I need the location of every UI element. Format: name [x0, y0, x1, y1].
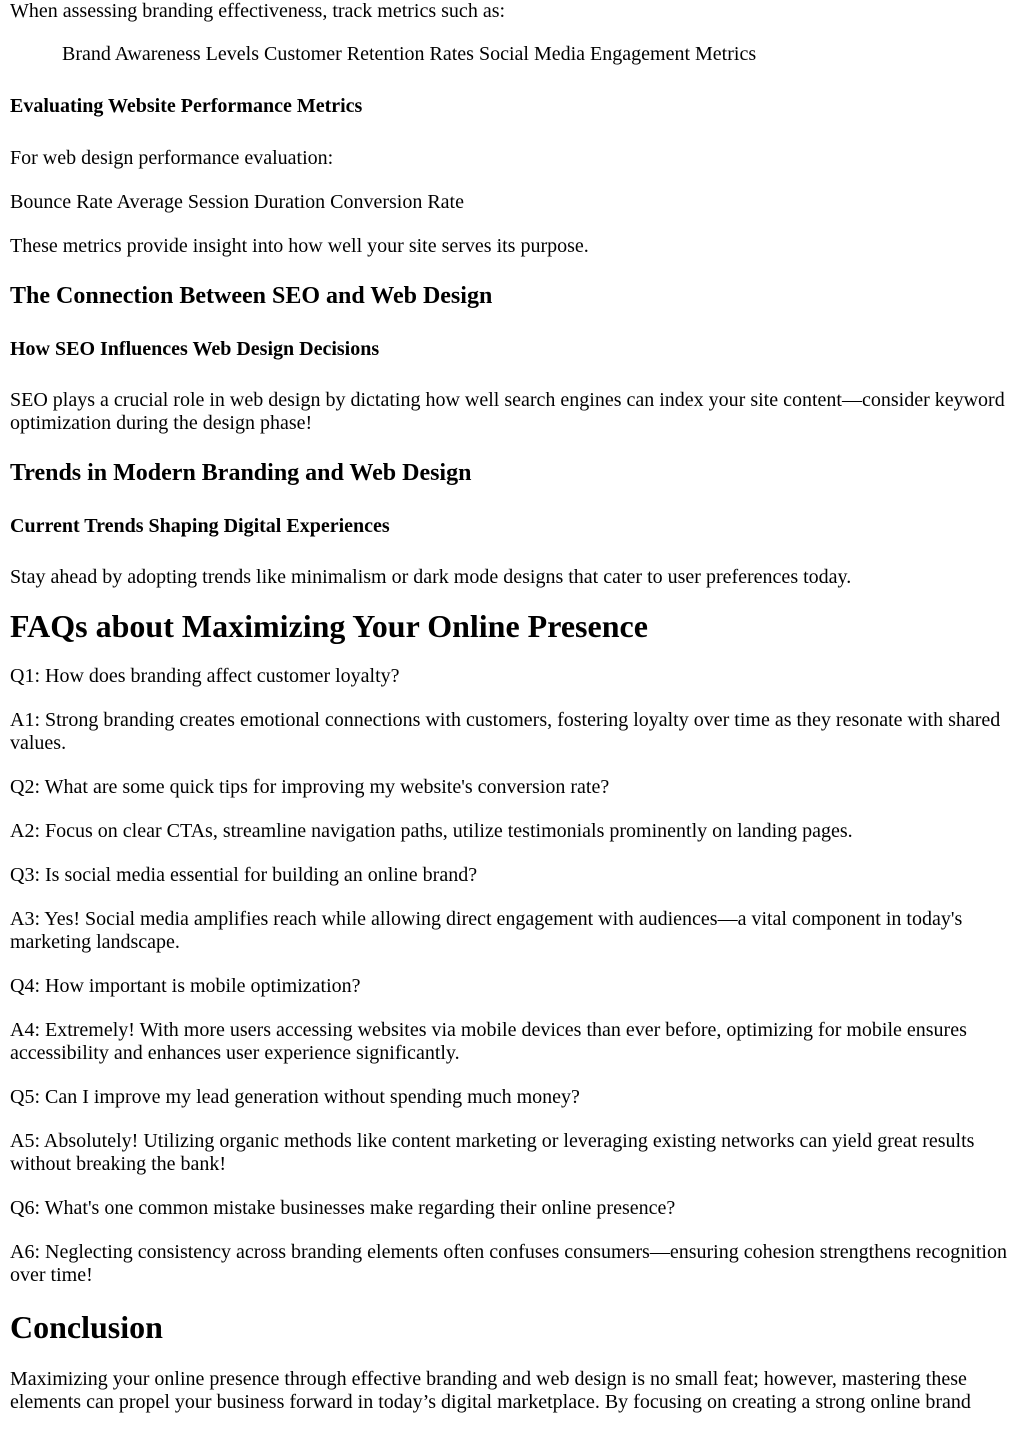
website-metrics-heading: Evaluating Website Performance Metrics	[10, 95, 363, 117]
conclusion-heading: Conclusion	[10, 1309, 163, 1345]
conclusion-body: Maximizing your online presence through effective branding and web design is no small feat; however, mastering these elements can propel your business forward in today’s digital marketplace. By focusing on creating a strong online brand	[10, 1368, 971, 1413]
trends-heading: Trends in Modern Branding and Web Design	[10, 460, 472, 486]
trends-subheading: Current Trends Shaping Digital Experiences	[10, 515, 390, 537]
faq-answer: A4: Extremely! With more users accessing websites via mobile devices than ever before, optimizing for mobile ensures accessibility and enhances user experience significantly.	[10, 1019, 967, 1064]
seo-body: SEO plays a crucial role in web design by dictating how well search engines can index your site content—consider keyword optimization during the design phase!	[10, 389, 1005, 434]
branding-intro: When assessing branding effectiveness, track metrics such as:	[10, 0, 506, 22]
faq-answer: A1: Strong branding creates emotional connections with customers, fostering loyalty over time as they resonate with shared values.	[10, 709, 1001, 754]
faqs-heading: FAQs about Maximizing Your Online Presence	[10, 608, 648, 644]
trends-body: Stay ahead by adopting trends like minimalism or dark mode designs that cater to user preferences today.	[10, 566, 852, 588]
faq-question: Q1: How does branding affect customer loyalty?	[10, 665, 400, 687]
faq-list	[10, 665, 1014, 1287]
faq-answer: A6: Neglecting consistency across branding elements often confuses consumers—ensuring cohesion strengthens recognition over time!	[10, 1241, 1007, 1286]
faq-item	[10, 776, 1014, 843]
faq-answer: A2: Focus on clear CTAs, streamline navigation paths, utilize testimonials prominently on landing pages.	[10, 820, 853, 842]
faq-answer: A5: Absolutely! Utilizing organic methods like content marketing or leveraging existing networks can yield great results without breaking the bank!	[10, 1130, 975, 1175]
website-metrics-intro: For web design performance evaluation:	[10, 147, 334, 169]
website-metrics-list: Bounce Rate Average Session Duration Conversion Rate	[10, 191, 464, 213]
seo-subheading: How SEO Influences Web Design Decisions	[10, 338, 380, 360]
article-content	[10, 0, 1014, 1414]
faq-item	[10, 864, 1014, 954]
branding-metrics-list: Brand Awareness Levels Customer Retention Rates Social Media Engagement Metrics	[62, 43, 757, 65]
faq-item	[10, 665, 1014, 755]
faq-answer: A3: Yes! Social media amplifies reach while allowing direct engagement with audiences—a vital component in today's marketing landscape.	[10, 908, 963, 953]
website-metrics-summary: These metrics provide insight into how well your site serves its purpose.	[10, 235, 589, 257]
faq-question: Q2: What are some quick tips for improving my website's conversion rate?	[10, 776, 610, 798]
faq-question: Q3: Is social media essential for building an online brand?	[10, 864, 478, 886]
faq-question: Q4: How important is mobile optimization?	[10, 975, 361, 997]
faq-question: Q6: What's one common mistake businesses make regarding their online presence?	[10, 1197, 676, 1219]
faq-item	[10, 975, 1014, 1065]
faq-item	[10, 1197, 1014, 1287]
faq-question: Q5: Can I improve my lead generation without spending much money?	[10, 1086, 580, 1108]
faq-item	[10, 1086, 1014, 1176]
seo-heading: The Connection Between SEO and Web Design	[10, 283, 493, 309]
